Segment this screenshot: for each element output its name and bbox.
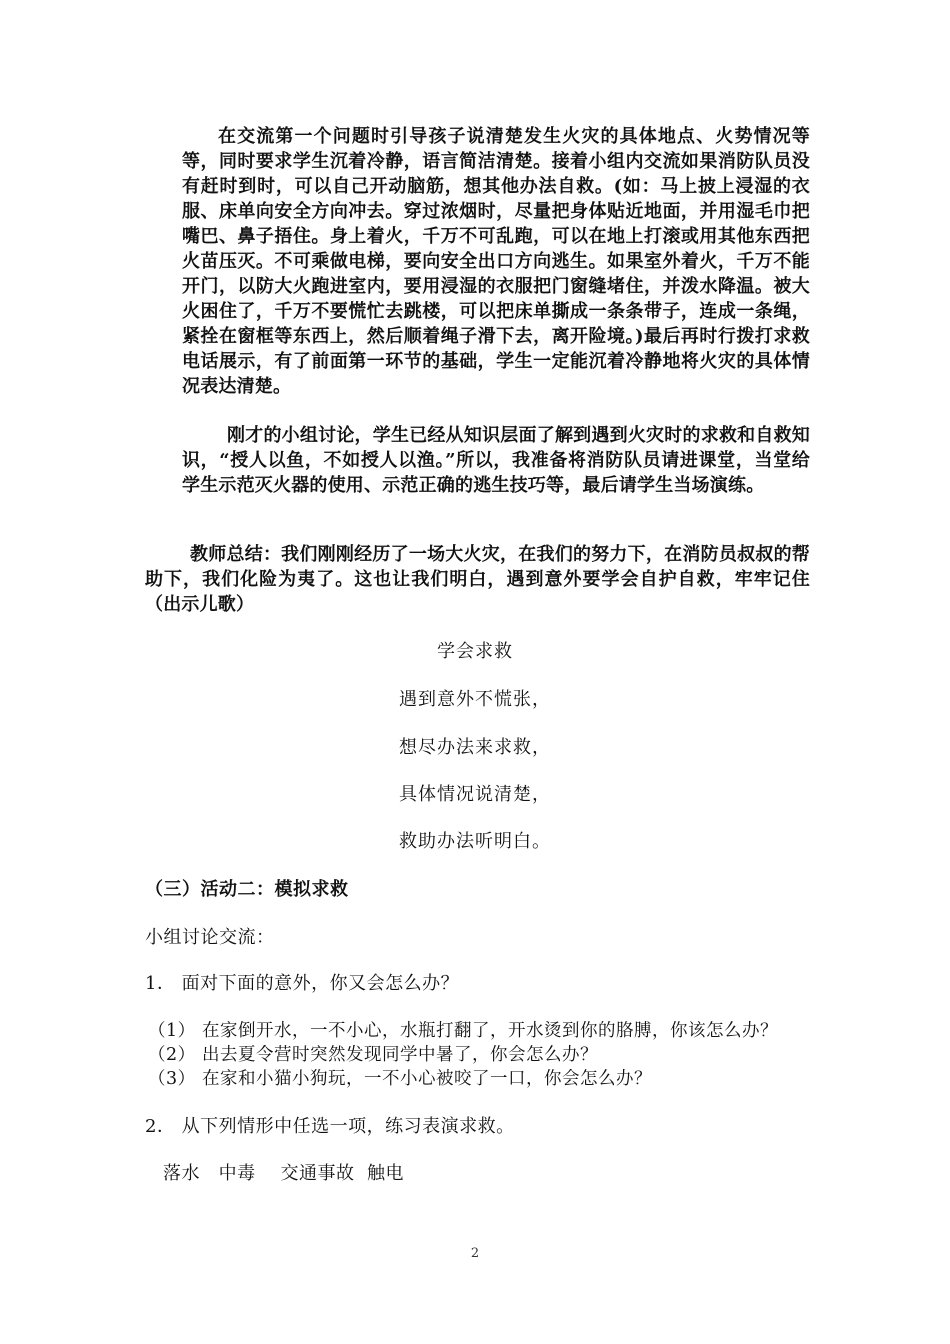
list-item: [148, 1043, 598, 1067]
paragraph-fire-report-guidance: 在交流第一个问题时引导孩子说清楚发生火灾的具体地点、火势情况等等，同时要求学生沉着冷静，语言简洁清楚。接着小组内交流如果消防队员没有赶时到时，可以自己开动脑筋，想其他办法自救。(如：马上披上浸湿的衣服、床单向安全方向冲去。穿过浓烟时，尽量把身体贴近地面，并用湿毛巾把嘴巴、鼻子捂住。身上着火，千万不可乱跑，可以在地上打滚或用其他东西把火苗压灭。不可乘做电梯，要向安全出口方向逃生。如果室外着火，千万不能开门，以防大火跑进室内，要用浸湿的衣服把门窗缝堵住，并泼水降温。被大火困住了，千万不要慌忙去跳楼，可以把床单撕成一条条带子，连成一条绳，紧拴在窗框等东西上，然后顺着绳子滑下去，离开险境。)最后再时行拨打求救电话展示，有了前面第一环节的基础，学生一定能沉着冷静地将火灾的具体情况表达清楚。: [182, 126, 810, 397]
poem-line: 遇到意外不慌张，: [399, 689, 551, 710]
list-item-text: 出去夏令营时突然发现同学中暑了，你会怎么办？: [202, 1045, 598, 1065]
list-item-number: （3）: [148, 1069, 196, 1089]
question-1: 1． 面对下面的意外，你又会怎么办？: [145, 973, 460, 994]
list-item-text: 在家倒开水，一不小心，水瓶打翻了，开水烫到你的胳膊，你该怎么办？: [202, 1021, 778, 1041]
list-item-number: （1）: [148, 1021, 196, 1041]
poem-title: 学会求救: [437, 641, 513, 662]
scenario-options: 落水 中毒 交通事故 触电: [163, 1163, 404, 1184]
list-item: [148, 1019, 778, 1043]
poem-line: 具体情况说清楚，: [399, 784, 551, 805]
section-heading: （三）活动二：模拟求救: [145, 879, 349, 900]
poem-line: 救助办法听明白。: [399, 831, 551, 852]
poem-line: 想尽办法来求救，: [399, 737, 551, 758]
list-item: [148, 1067, 652, 1091]
list-item-number: （2）: [148, 1045, 196, 1065]
paragraph-teacher-summary: 教师总结：我们刚刚经历了一场大火灾，在我们的努力下，在消防员叔叔的帮助下，我们化险为夷了。这也让我们明白，遇到意外要学会自护自救，牢牢记住（出示儿歌）: [145, 544, 810, 615]
paragraph-firefighter-demo: 刚才的小组讨论，学生已经从知识层面了解到遇到火灾时的求救和自救知识，“授人以鱼，不如授人以渔。”所以，我准备将消防队员请进课堂，当堂给学生示范灭火器的使用、示范正确的逃生技巧等，最后请学生当场演练。: [182, 425, 810, 496]
page-number: 2: [470, 1246, 480, 1261]
question-2: 2． 从下列情形中任选一项，练习表演求救。: [145, 1116, 515, 1137]
list-item-text: 在家和小猫小狗玩，一不小心被咬了一口，你会怎么办？: [202, 1069, 652, 1089]
group-discussion-label: 小组讨论交流：: [145, 927, 275, 948]
